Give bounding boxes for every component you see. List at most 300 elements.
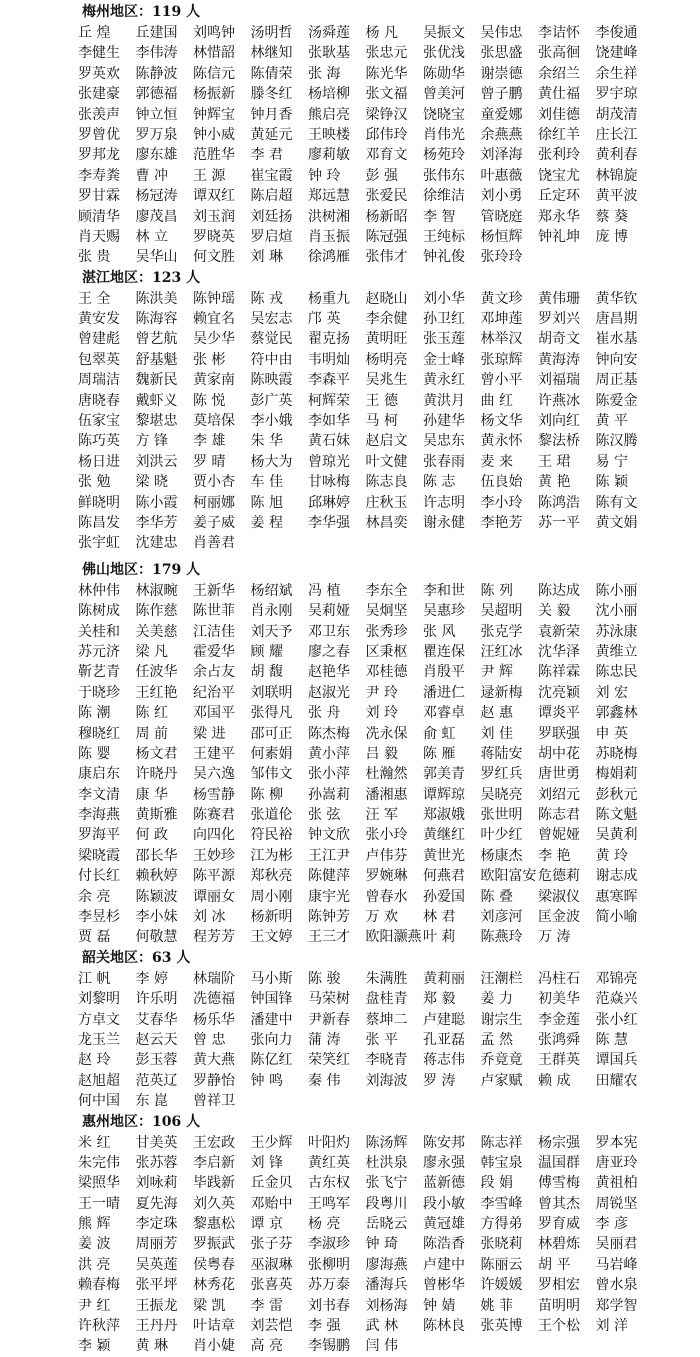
name-entry: 杨文华 xyxy=(480,413,523,430)
name-entry: 陈志祥 xyxy=(480,1134,523,1151)
name-entry: 曾其杰 xyxy=(538,1195,580,1212)
name-entry: 陈志君 xyxy=(538,807,580,824)
name-entry: 余燕燕 xyxy=(480,126,523,143)
name-entry: 廖东雄 xyxy=(135,147,178,164)
name-entry: 叶惠薇 xyxy=(480,167,523,184)
name-entry: 邓卫东 xyxy=(308,623,350,640)
name-entry: 曾小平 xyxy=(480,372,523,389)
name-entry: 陈钟瑶 xyxy=(193,290,235,307)
name-entry: 苏万泰 xyxy=(308,1277,350,1294)
name-entry: 李东全 xyxy=(365,582,408,599)
name-entry: 吴莉娅 xyxy=(308,603,350,620)
name-entry: 肖善君 xyxy=(193,535,235,552)
name-entry: 范英辽 xyxy=(135,1072,178,1089)
name-entry: 纪治平 xyxy=(193,684,235,701)
region-title: 梅州地区：119 人 xyxy=(82,4,201,20)
name-entry: 庄长江 xyxy=(595,126,638,143)
name-entry: 李 艳 xyxy=(538,847,571,864)
name-entry: 唐昌期 xyxy=(595,311,638,328)
name-entry: 黄维立 xyxy=(595,643,638,660)
name-entry: 杨恒辉 xyxy=(480,228,523,245)
name-entry: 郑 毅 xyxy=(423,991,456,1008)
name-entry: 杨 亮 xyxy=(308,1216,341,1233)
name-entry: 梁淑仪 xyxy=(538,888,580,905)
name-entry: 张忠元 xyxy=(365,45,408,62)
name-entry: 吴惠珍 xyxy=(423,603,465,620)
name-entry: 张玲玲 xyxy=(480,249,523,266)
name-entry: 岳晓云 xyxy=(365,1216,408,1233)
name-entry: 周小刚 xyxy=(250,888,293,905)
name-entry: 杨振新 xyxy=(193,86,235,103)
name-entry: 袁新荣 xyxy=(538,623,580,640)
name-entry: 霍爱华 xyxy=(193,643,235,660)
name-entry: 陈文魁 xyxy=(595,807,638,824)
name-entry: 吴宏志 xyxy=(250,311,293,328)
name-entry: 彭秋元 xyxy=(595,786,638,803)
name-entry: 罗海平 xyxy=(78,827,120,844)
name-entry: 汪 军 xyxy=(365,807,398,824)
name-entry: 李定珠 xyxy=(135,1216,178,1233)
name-entry: 李健生 xyxy=(78,45,120,62)
name-entry: 黄小萍 xyxy=(308,745,350,762)
name-entry: 程芳芳 xyxy=(193,929,235,946)
name-entry: 张爱民 xyxy=(365,188,408,205)
name-entry: 邹伟文 xyxy=(250,766,293,783)
name-entry: 郑远慧 xyxy=(308,188,350,205)
name-entry: 陈祥霖 xyxy=(538,664,580,681)
name-entry: 康 华 xyxy=(135,786,168,803)
name-entry: 郑永华 xyxy=(538,208,580,225)
name-entry: 陈亿红 xyxy=(250,1052,293,1069)
name-entry: 张晓莉 xyxy=(480,1236,523,1253)
name-entry: 罗甘霖 xyxy=(78,188,120,205)
name-entry: 张琼辉 xyxy=(480,351,523,368)
name-entry: 卢建中 xyxy=(423,1256,465,1273)
name-entry: 曾子鹏 xyxy=(480,86,523,103)
name-entry: 庄秋玉 xyxy=(365,494,408,511)
name-entry: 黄永红 xyxy=(423,372,465,389)
name-entry: 陈静波 xyxy=(135,65,178,82)
name-entry: 邵长华 xyxy=(135,847,178,864)
name-entry: 丘金贝 xyxy=(250,1175,293,1192)
name-entry: 潘湘惠 xyxy=(365,786,408,803)
name-entry: 林碧炼 xyxy=(538,1236,580,1253)
name-entry: 王个松 xyxy=(538,1318,580,1335)
name-entry: 刘咏莉 xyxy=(135,1175,178,1192)
name-entry: 张 贵 xyxy=(78,249,111,266)
name-entry: 钟月香 xyxy=(250,106,293,123)
name-entry: 张 舟 xyxy=(308,705,341,722)
name-entry: 林惜韶 xyxy=(193,45,235,62)
name-entry: 李伟涛 xyxy=(135,45,178,62)
name-entry: 范焱兴 xyxy=(595,991,638,1008)
name-entry: 钟 琦 xyxy=(365,1236,398,1253)
region-section xyxy=(0,2,700,268)
name-entry: 张飞宁 xyxy=(365,1175,408,1192)
name-entry: 邱琳婷 xyxy=(308,494,350,511)
name-entry: 赖春梅 xyxy=(78,1277,120,1294)
name-entry: 高 亮 xyxy=(250,1338,283,1355)
name-entry: 钟辉宝 xyxy=(193,106,235,123)
name-entry: 闫 伟 xyxy=(365,1338,398,1355)
name-entry: 张小玲 xyxy=(365,827,408,844)
name-entry: 王 德 xyxy=(365,392,398,409)
name-entry: 周丽芳 xyxy=(135,1236,178,1253)
name-entry: 曾祥卫 xyxy=(193,1093,235,1110)
name-entry: 肖玉振 xyxy=(308,228,350,245)
name-entry: 江为彬 xyxy=(250,847,293,864)
name-entry: 李 雷 xyxy=(250,1297,283,1314)
name-entry: 钟礼俊 xyxy=(423,249,465,266)
name-entry: 余绍兰 xyxy=(538,65,580,82)
name-entry: 姚 菲 xyxy=(480,1297,513,1314)
name-entry: 张宇虹 xyxy=(78,535,120,552)
name-entry: 邓睿卓 xyxy=(423,705,465,722)
name-entry: 冯 植 xyxy=(308,582,341,599)
name-entry: 包翠英 xyxy=(78,351,120,368)
name-entry: 王映楼 xyxy=(308,126,350,143)
name-entry: 罗联强 xyxy=(538,725,580,742)
region-title: 惠州地区：106 人 xyxy=(82,1113,201,1130)
region-section xyxy=(0,948,700,1112)
name-entry: 黄永怀 xyxy=(480,433,523,450)
name-entry: 陈冠强 xyxy=(365,228,408,245)
name-entry: 陈 列 xyxy=(480,582,513,599)
name-entry: 邓育文 xyxy=(365,147,408,164)
name-entry: 刘向红 xyxy=(538,413,580,430)
name-entry: 卢家赋 xyxy=(480,1072,523,1089)
region-section xyxy=(0,268,700,560)
name-entry: 易 宁 xyxy=(595,453,628,470)
name-entry: 伍家宝 xyxy=(78,413,120,430)
name-entry: 王建平 xyxy=(193,745,235,762)
name-entry: 蒋陆安 xyxy=(480,745,523,762)
name-entry: 胡 馥 xyxy=(250,664,283,681)
name-entry: 张喜英 xyxy=(250,1277,293,1294)
name-entry: 叶诘章 xyxy=(193,1318,235,1335)
name-entry: 赵晓山 xyxy=(365,290,408,307)
name-entry: 陈 潮 xyxy=(78,705,111,722)
name-entry: 饶建峰 xyxy=(595,45,638,62)
name-entry: 张平坪 xyxy=(135,1277,178,1294)
name-entry: 何 政 xyxy=(135,827,168,844)
name-entry: 王文婷 xyxy=(250,929,293,946)
name-entry: 李余健 xyxy=(365,311,408,328)
name-entry: 梁 凯 xyxy=(193,1297,226,1314)
name-entry: 梁晓霞 xyxy=(78,847,120,864)
name-entry: 区秉枢 xyxy=(365,643,408,660)
name-entry: 罗刘兴 xyxy=(538,311,580,328)
name-entry: 邝 英 xyxy=(308,311,341,328)
name-entry: 谭 京 xyxy=(250,1216,283,1233)
name-entry: 潘进仁 xyxy=(423,684,465,701)
name-entry: 田耀农 xyxy=(595,1072,638,1089)
name-entry: 刘小勇 xyxy=(480,188,523,205)
name-entry: 何敬慧 xyxy=(135,929,178,946)
name-entry: 吴兆生 xyxy=(365,372,408,389)
name-entry: 蒋志伟 xyxy=(423,1052,465,1069)
name-entry: 欧阳灏燕 xyxy=(365,929,422,946)
name-entry: 杨重九 xyxy=(308,290,350,307)
name-entry: 钟 婧 xyxy=(423,1297,456,1314)
name-entry: 张利玲 xyxy=(538,147,580,164)
name-entry: 罗相宏 xyxy=(538,1277,580,1294)
name-entry: 钟向安 xyxy=(595,351,638,368)
name-entry: 黄洪月 xyxy=(423,392,465,409)
name-entry: 胡茂清 xyxy=(595,106,638,123)
name-entry: 陈 戎 xyxy=(250,290,283,307)
name-entry: 吴忠东 xyxy=(423,433,465,450)
name-entry: 康宇光 xyxy=(308,888,350,905)
name-entry: 张耿基 xyxy=(308,45,350,62)
name-entry: 赖秋婷 xyxy=(135,868,178,885)
name-entry: 罗振武 xyxy=(193,1236,235,1253)
name-entry: 王少辉 xyxy=(250,1134,293,1151)
name-entry: 李文清 xyxy=(78,786,120,803)
name-entry: 李小娥 xyxy=(250,413,293,430)
name-entry: 陈 慧 xyxy=(595,1031,628,1048)
name-entry: 万 涛 xyxy=(538,929,571,946)
name-entry: 罗 晴 xyxy=(193,453,226,470)
name-entry: 唐亚玲 xyxy=(595,1154,638,1171)
name-entry: 廖之春 xyxy=(308,643,350,660)
name-entry: 林淑畹 xyxy=(135,582,178,599)
name-entry: 陈世菲 xyxy=(193,603,235,620)
name-entry: 吴英莲 xyxy=(135,1256,178,1273)
name-entry: 钟文欣 xyxy=(308,827,350,844)
name-entry: 黄文娟 xyxy=(595,514,638,531)
name-entry: 贾小杏 xyxy=(193,474,235,491)
name-entry: 叶少红 xyxy=(480,827,523,844)
name-entry: 姜 程 xyxy=(250,514,283,531)
name-entry: 陈海容 xyxy=(135,311,178,328)
name-entry: 汪红冰 xyxy=(480,643,523,660)
name-entry: 乔竟竟 xyxy=(480,1052,523,1069)
name-entry: 江 帆 xyxy=(78,970,111,987)
name-entry: 赵淑光 xyxy=(308,684,350,701)
name-entry: 惠寒晖 xyxy=(595,888,638,905)
name-entry: 李启新 xyxy=(193,1154,235,1171)
name-entry: 傅雪梅 xyxy=(538,1175,580,1192)
name-entry: 徐红羊 xyxy=(538,126,580,143)
name-entry: 洪树湘 xyxy=(308,208,350,225)
name-entry: 陈作慈 xyxy=(135,603,178,620)
name-entry: 瞿连保 xyxy=(423,643,465,660)
name-entry: 马荣树 xyxy=(308,991,350,1008)
name-entry: 杨文君 xyxy=(135,745,178,762)
name-entry: 沈建忠 xyxy=(135,535,178,552)
name-entry: 陈 叠 xyxy=(480,888,513,905)
name-entry: 许志明 xyxy=(423,494,465,511)
name-entry: 陈杰梅 xyxy=(308,725,350,742)
name-entry: 陈鸿浩 xyxy=(538,494,580,511)
name-entry: 童爱娜 xyxy=(480,106,523,123)
name-entry: 肖殷平 xyxy=(423,664,465,681)
name-entry: 陈映霞 xyxy=(250,372,293,389)
name-entry: 罗育威 xyxy=(538,1216,580,1233)
name-entry: 尹 辉 xyxy=(480,664,513,681)
name-entry: 曾彬华 xyxy=(423,1277,465,1294)
name-entry: 李锡鹏 xyxy=(308,1338,350,1355)
name-entry: 梁铮汉 xyxy=(365,106,408,123)
name-entry: 刘海波 xyxy=(365,1072,408,1089)
name-entry: 孙爱国 xyxy=(423,888,465,905)
name-entry: 庞 博 xyxy=(595,228,628,245)
name-entry: 陈启超 xyxy=(250,188,293,205)
name-entry: 黄家南 xyxy=(193,372,235,389)
name-entry: 王纯标 xyxy=(423,228,465,245)
name-entry: 周 前 xyxy=(135,725,168,742)
name-entry: 邵可正 xyxy=(250,725,293,742)
name-entry: 张 彬 xyxy=(193,351,226,368)
name-entry: 张高徊 xyxy=(538,45,580,62)
name-entry: 杨明亮 xyxy=(365,351,408,368)
name-entry: 黄 艳 xyxy=(538,474,571,491)
name-entry: 方卓文 xyxy=(78,1011,120,1028)
name-entry: 罗婉琳 xyxy=(365,868,408,885)
name-entry: 靳艺青 xyxy=(78,664,120,681)
name-entry: 杨康杰 xyxy=(480,847,523,864)
name-entry: 孟 然 xyxy=(480,1031,513,1048)
name-entry: 甘咏梅 xyxy=(308,474,350,491)
name-entry: 陈 雁 xyxy=(423,745,456,762)
name-entry: 甘美英 xyxy=(135,1134,178,1151)
name-entry: 李雪峰 xyxy=(480,1195,523,1212)
name-entry: 许晓丹 xyxy=(135,766,178,783)
name-list xyxy=(78,581,700,948)
name-entry: 韦明灿 xyxy=(308,351,350,368)
name-entry: 东 崑 xyxy=(135,1093,168,1110)
name-entry: 梁 进 xyxy=(193,725,226,742)
name-entry: 邱伟玲 xyxy=(365,126,408,143)
name-entry: 陈洪美 xyxy=(135,290,178,307)
name-entry: 向四化 xyxy=(193,827,235,844)
name-entry: 刘 玲 xyxy=(365,705,398,722)
name-entry: 王 源 xyxy=(193,167,226,184)
name-entry: 陈丽云 xyxy=(480,1256,523,1273)
name-entry: 黄安发 xyxy=(78,311,120,328)
name-entry: 刘天予 xyxy=(250,623,293,640)
name-entry: 李诘怀 xyxy=(538,25,580,41)
name-entry: 温国群 xyxy=(538,1154,580,1171)
name-entry: 初美华 xyxy=(538,991,580,1008)
name-entry: 李 婷 xyxy=(135,970,168,987)
name-entry: 陈安邦 xyxy=(423,1134,465,1151)
name-entry: 周正基 xyxy=(595,372,638,389)
name-entry: 李俊通 xyxy=(595,25,638,41)
name-entry: 张 勉 xyxy=(78,474,111,491)
name-entry: 尹 红 xyxy=(78,1297,111,1314)
name-entry: 陈 旭 xyxy=(250,494,283,511)
name-entry: 赵 惠 xyxy=(480,705,513,722)
name-entry: 杜洪泉 xyxy=(365,1154,408,1171)
name-entry: 冼德福 xyxy=(193,991,235,1008)
name-entry: 唐世勇 xyxy=(538,766,580,783)
name-entry: 丘定环 xyxy=(538,188,580,205)
name-entry: 马 柯 xyxy=(365,413,398,430)
name-entry: 何文胜 xyxy=(193,249,235,266)
name-entry: 张小红 xyxy=(595,1011,638,1028)
name-entry: 潘海兵 xyxy=(365,1277,408,1294)
name-entry: 张优浅 xyxy=(423,45,465,62)
name-entry: 黄斯雅 xyxy=(135,807,178,824)
name-entry: 苏泳康 xyxy=(595,623,638,640)
name-entry: 米 红 xyxy=(78,1134,111,1151)
name-entry: 鲜晓明 xyxy=(78,494,120,511)
name-entry: 万 欢 xyxy=(365,909,398,926)
name-entry: 叶 莉 xyxy=(423,929,456,946)
name-entry: 王 珺 xyxy=(538,453,571,470)
name-entry: 艾春华 xyxy=(135,1011,178,1028)
name-entry: 张伟东 xyxy=(423,167,465,184)
name-entry: 李 颖 xyxy=(78,1338,111,1355)
name-entry: 曾 忠 xyxy=(193,1031,226,1048)
name-entry: 吴华山 xyxy=(135,249,178,266)
name-entry: 吴振文 xyxy=(423,25,465,41)
name-entry: 黄 琳 xyxy=(135,1338,168,1355)
name-entry: 丘 煌 xyxy=(78,25,111,41)
name-entry: 曲 红 xyxy=(480,392,513,409)
name-entry: 付长红 xyxy=(78,868,120,885)
name-entry: 陈 志 xyxy=(423,474,456,491)
name-entry: 舒基魁 xyxy=(135,351,178,368)
name-entry: 余生祥 xyxy=(595,65,638,82)
name-entry: 李 君 xyxy=(250,147,283,164)
name-entry: 匡金波 xyxy=(538,909,580,926)
name-entry: 陈 悦 xyxy=(193,392,226,409)
name-entry: 张伟才 xyxy=(365,249,408,266)
name-entry: 罗 涛 xyxy=(423,1072,456,1089)
name-entry: 李 智 xyxy=(423,208,456,225)
name-entry: 陈达成 xyxy=(538,582,580,599)
name-entry: 沈华泽 xyxy=(538,643,580,660)
name-entry: 贾 磊 xyxy=(78,929,111,946)
name-entry: 罗曾优 xyxy=(78,126,120,143)
name-entry: 曾水泉 xyxy=(595,1277,638,1294)
name-entry: 李小妹 xyxy=(135,909,178,926)
name-entry: 杨绍斌 xyxy=(250,582,293,599)
name-entry: 吴六逸 xyxy=(193,766,235,783)
name-entry: 蒲 涛 xyxy=(308,1031,341,1048)
name-entry: 韩宝泉 xyxy=(480,1154,523,1171)
name-entry: 郭鑫林 xyxy=(595,705,638,722)
name-entry: 陈林良 xyxy=(423,1318,465,1335)
name-entry: 洪 亮 xyxy=(78,1256,111,1273)
name-entry: 邓桂德 xyxy=(365,664,408,681)
name-entry: 吴丽君 xyxy=(595,1236,638,1253)
name-list xyxy=(78,23,700,268)
name-entry: 徐维洁 xyxy=(423,188,465,205)
name-entry: 王江尹 xyxy=(308,847,350,864)
name-entry: 张子芬 xyxy=(250,1236,293,1253)
name-entry: 关 毅 xyxy=(538,603,571,620)
name-entry: 杨乐华 xyxy=(193,1011,235,1028)
name-entry: 陈健萍 xyxy=(308,868,350,885)
name-entry: 王新华 xyxy=(193,582,235,599)
name-entry: 谭丽女 xyxy=(193,888,235,905)
name-entry: 危德莉 xyxy=(538,868,580,885)
name-entry: 潘建中 xyxy=(250,1011,293,1028)
name-entry: 彭 强 xyxy=(365,167,398,184)
name-entry: 邓贻中 xyxy=(250,1195,293,1212)
name-entry: 郭美青 xyxy=(423,766,465,783)
name-entry: 张玉莲 xyxy=(423,331,465,348)
name-entry: 曾建彪 xyxy=(78,331,120,348)
name-entry: 刘小华 xyxy=(423,290,465,307)
name-entry: 赵云天 xyxy=(135,1031,178,1048)
name-entry: 李华芳 xyxy=(135,514,178,531)
name-entry: 何素娟 xyxy=(250,745,293,762)
